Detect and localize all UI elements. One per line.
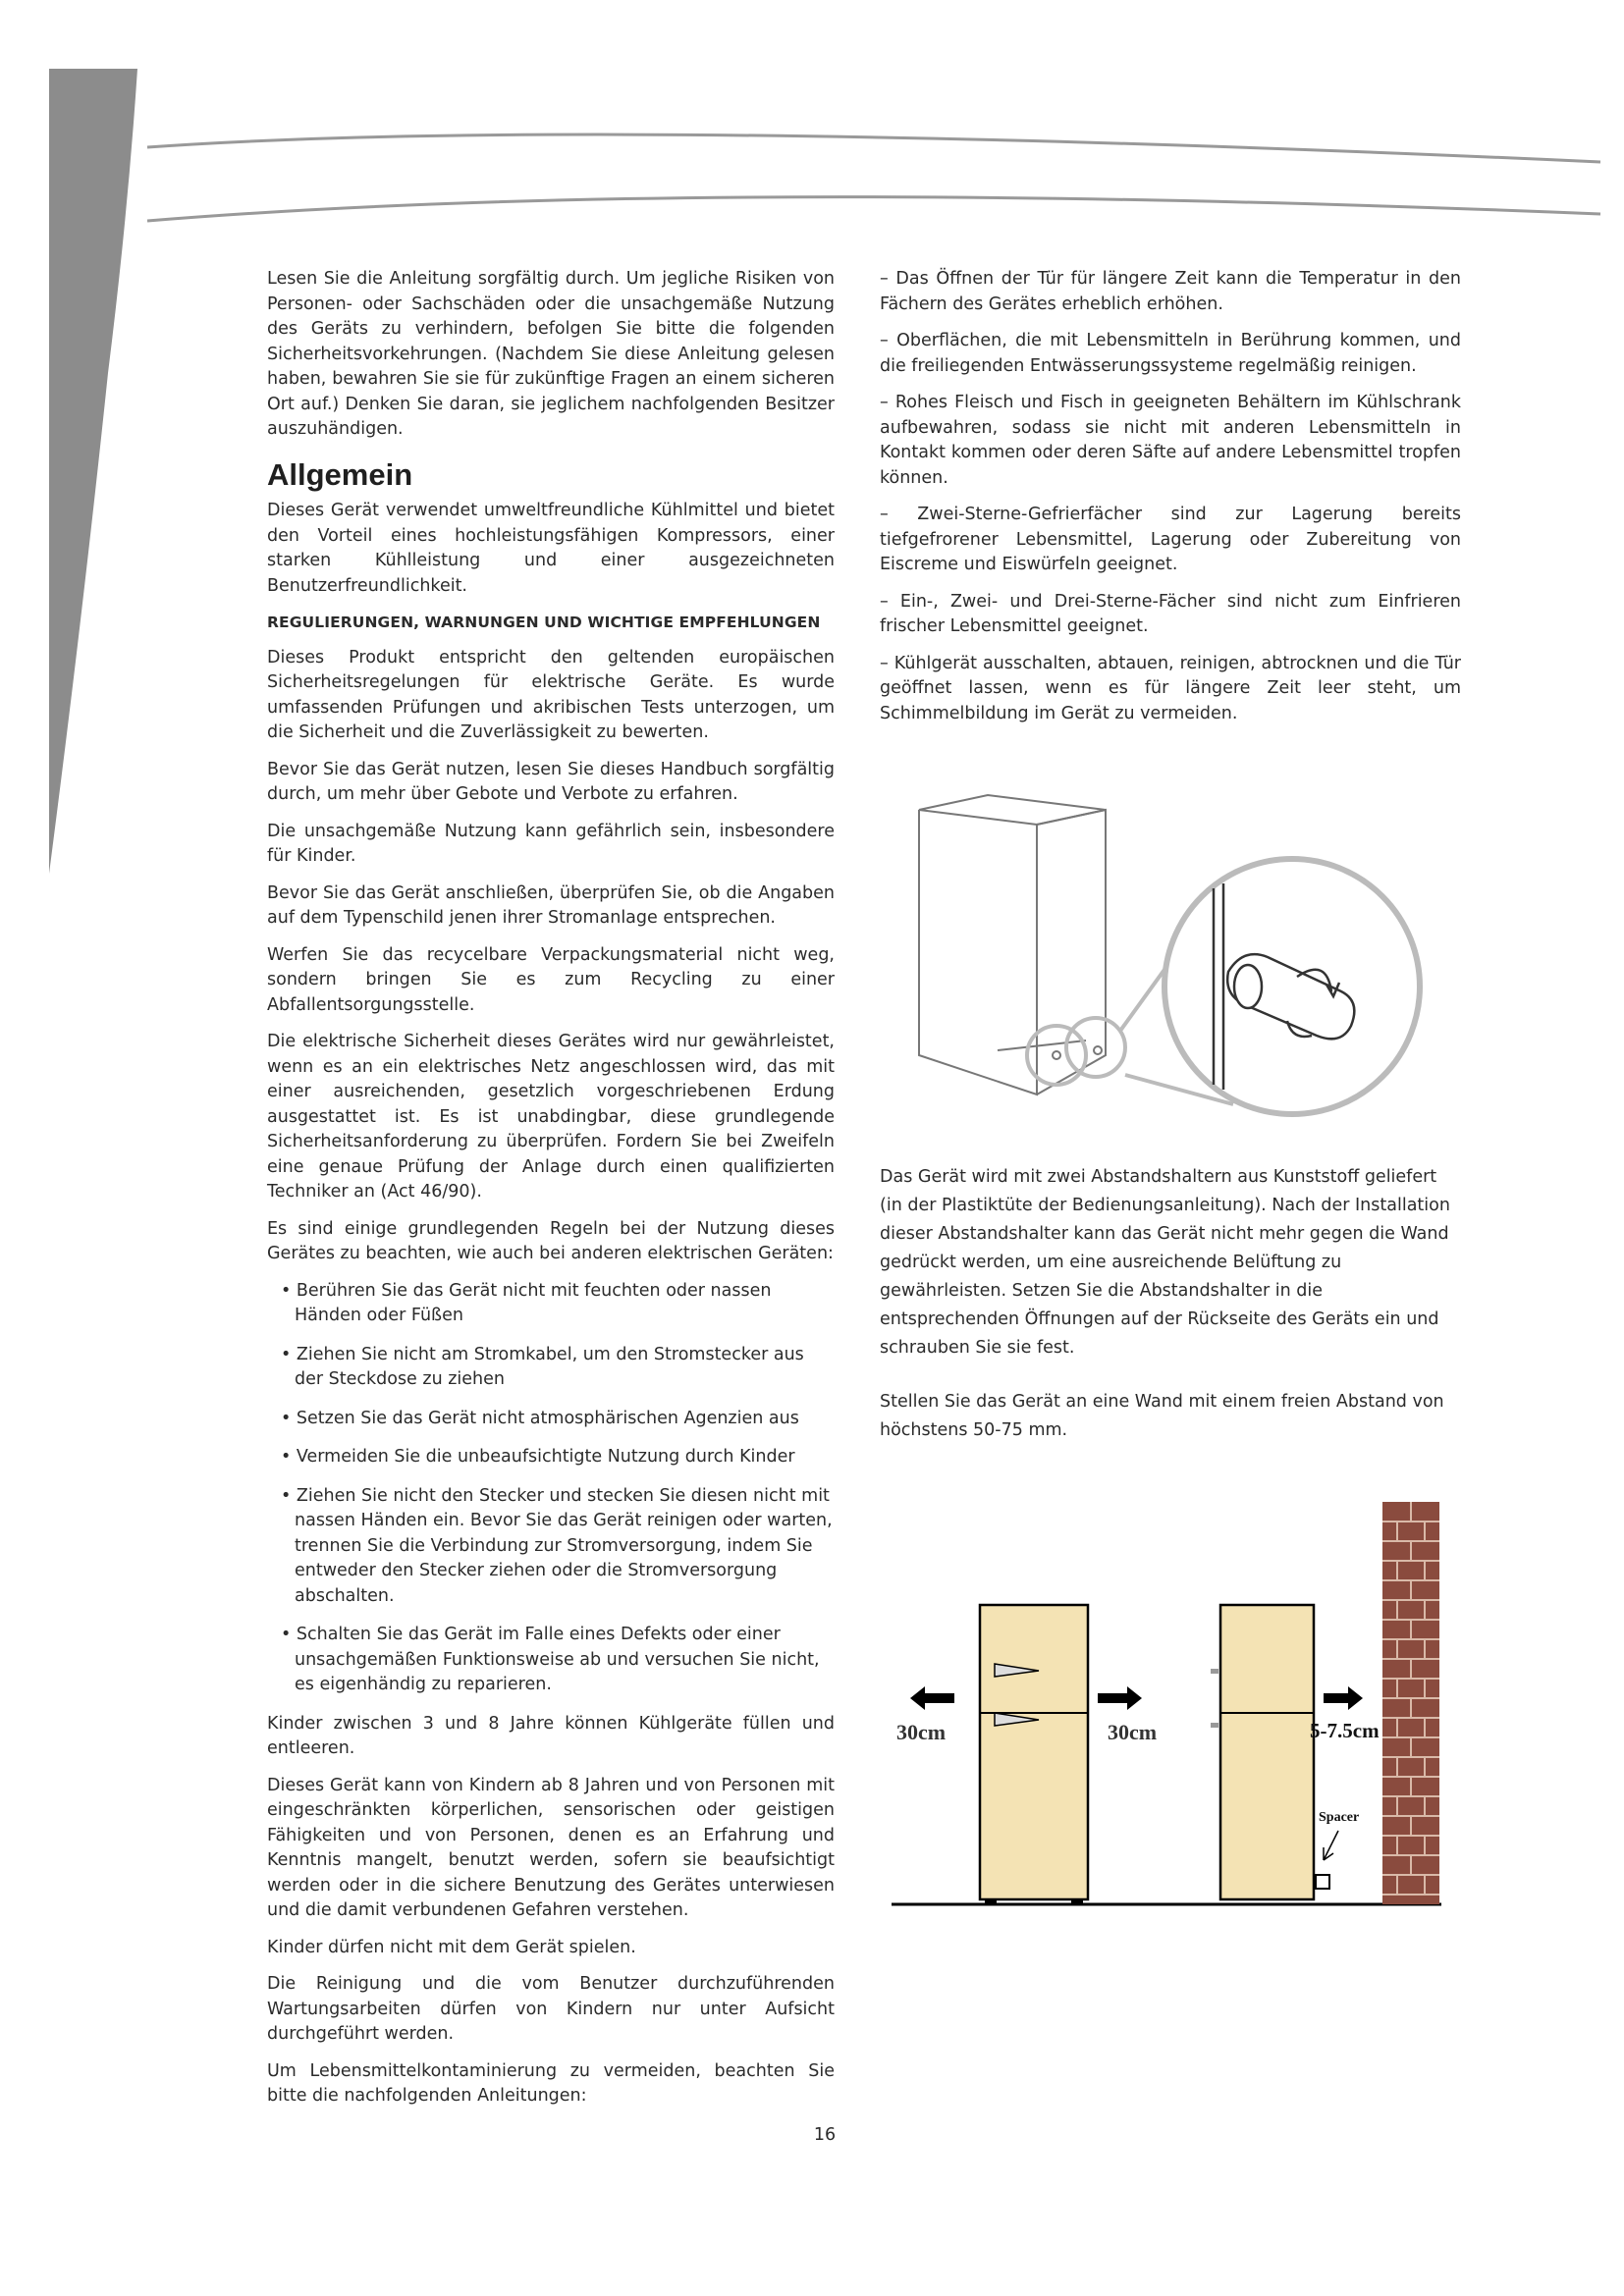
general-paragraph: Dieses Gerät verwendet umweltfreundliche Kühlmittel und bietet den Vorteil eines hochleistungsfähigen Kompressors, einer starken Kühlleistung und einer ausgezeichneten Benutzerfreundlichkeit.: [267, 501, 835, 596]
spacer-pointer-icon: [1324, 1831, 1338, 1860]
arrow-right: [1098, 1686, 1142, 1710]
swoosh-line-top: [147, 134, 1600, 162]
hygiene-item: – Das Öffnen der Tür für längere Zeit kann die Temperatur in den Fächern des Gerätes erheblich erhöhen.: [880, 269, 1461, 314]
spacer-installation-figure: [880, 790, 1449, 1124]
spacer-hole-left: [1053, 1051, 1060, 1059]
fridge-side: [919, 810, 1037, 1095]
spacer-block: [1316, 1875, 1329, 1889]
section-heading: Allgemein: [267, 456, 413, 492]
spacer-head: [1234, 965, 1262, 1008]
hygiene-item: – Kühlgerät ausschalten, abtauen, reinigen, abtrocknen und die Tür geöffnet lassen, wenn es für längere Zeit leer steht, um Schimmelbildung im Gerät zu vermeiden.: [880, 653, 1461, 723]
list-item: • Ziehen Sie nicht den Stecker und stecken Sie diesen nicht mit nassen Händen ein. Bevor Sie das Gerät reinigen oder warten, trennen Sie die Verbindung zur Stromversorgung, indem Sie entweder den Stecker ziehen oder die Stromversorgung abschalten.: [267, 1484, 835, 1610]
spacer-text-block: [880, 1163, 1454, 1457]
intro-paragraph: Lesen Sie die Anleitung sorgfältig durch. Um jegliche Risiken von Personen- oder Sachschäden oder die unsachgemäße Nutzung des Geräts zu verhindern, befolgen Sie bitte die folgenden Sicherheitsvorkehrungen. (Nachdem Sie diese Anleitung gelesen haben, bewahren Sie sie für zukünftige Fragen an einem sicheren Ort auf.) Denken Sie daran, sie jeglichem nachfolgenden Besitzer auszuhändigen.: [267, 269, 835, 439]
wall-paragraph: Stellen Sie das Gerät an eine Wand mit einem freien Abstand von höchstens 50-75 mm.: [880, 1392, 1444, 1440]
list-item: • Berühren Sie das Gerät nicht mit feuchten oder nassen Händen oder Füßen: [267, 1279, 835, 1329]
brick-wall: [1382, 1502, 1439, 1904]
arrow-to-wall: [1324, 1686, 1363, 1710]
right-column: [880, 267, 1461, 738]
hygiene-item: – Zwei-Sterne-Gefrierfächer sind zur Lagerung bereits tiefgefrorener Lebensmittel, Lagerung oder Zubereitung von Eiscreme und Eiswürfeln geeignet.: [880, 505, 1461, 574]
hygiene-item: – Oberflächen, die mit Lebensmitteln in Berührung kommen, und die freiliegenden Entwässerungssysteme regelmäßig reinigen.: [880, 331, 1461, 376]
paragraph: Bevor Sie das Gerät nutzen, lesen Sie dieses Handbuch sorgfältig durch, um mehr über Gebote und Verbote zu erfahren.: [267, 759, 835, 804]
swoosh-line-bottom: [147, 197, 1600, 221]
paragraph: Die Reinigung und die vom Benutzer durchzuführenden Wartungsarbeiten dürfen von Kindern nur unter Aufsicht durchgeführt werden.: [267, 1974, 835, 2044]
left-column: [267, 267, 835, 2121]
label-30cm-left: 30cm: [896, 1720, 947, 1744]
paragraph: Es sind einige grundlegenden Regeln bei der Nutzung dieses Gerätes zu beachten, wie auch bei anderen elektrischen Geräten:: [267, 1218, 835, 1263]
arrow-left: [910, 1686, 954, 1710]
page-number: 16: [813, 2125, 837, 2145]
paragraph: Kinder dürfen nicht mit dem Gerät spielen.: [267, 1937, 636, 1957]
spacer-paragraph: Das Gerät wird mit zwei Abstandshaltern aus Kunststoff geliefert (in der Plastiktüte der Bedienungsanleitung). Nach der Installation dieser Abstandshalter kann das Gerät nicht mehr gegen die Wand gedrückt werden, um eine ausreichende Belüftung zu gewährleisten. Setzen Sie die Abstandshalter in die entsprechenden Öffnungen auf der Rückseite des Geräts ein und schrauben Sie sie fest.: [880, 1167, 1450, 1358]
rules-list: [267, 1279, 835, 1698]
list-item: • Schalten Sie das Gerät im Falle eines Defekts oder einer unsachgemäßen Funktionsweise ab und versuchen Sie nicht, es eigenhändig zu reparieren.: [267, 1623, 835, 1698]
paragraph: Die unsachgemäße Nutzung kann gefährlich sein, insbesondere für Kinder.: [267, 821, 835, 866]
label-spacer: Spacer: [1319, 1810, 1360, 1825]
hygiene-item: – Ein-, Zwei- und Drei-Sterne-Fächer sind nicht zum Einfrieren frischer Lebensmittel geeignet.: [880, 591, 1461, 636]
fridge-side-view: [1211, 1605, 1329, 1899]
list-item: • Setzen Sie das Gerät nicht atmosphärischen Agenzien aus: [267, 1407, 835, 1432]
hygiene-item: – Rohes Fleisch und Fisch in geeigneten Behältern im Kühlschrank aufbewahren, sodass sie nicht mit anderen Lebensmitteln in Kontakt kommen oder deren Säfte auf andere Lebensmittel tropfen können.: [880, 393, 1461, 488]
paragraph: Kinder zwischen 3 und 8 Jahre können Kühlgeräte füllen und entleeren.: [267, 1713, 835, 1758]
paragraph: Dieses Produkt entspricht den geltenden europäischen Sicherheitsregelungen für elektrische Geräte. Es wurde umfassenden Prüfungen und akribischen Tests unterzogen, um die Sicherheit und die Zuverlässigkeit zu bewerten.: [267, 647, 835, 742]
subheading: REGULIERUNGEN, WARNUNGEN UND WICHTIGE EMPFEHLUNGEN: [267, 614, 821, 631]
paragraph: Um Lebensmittelkontaminierung zu vermeiden, beachten Sie bitte die nachfolgenden Anleitungen:: [267, 2060, 835, 2106]
paragraph: Die elektrische Sicherheit dieses Gerätes wird nur gewährleistet, wenn es an ein elektrisches Netz angeschlossen wird, das mit einer ausreichenden, gesetzlich vorgeschriebenen Erdung ausgestattet ist. Es ist unabdingbar, diese grundlegende Sicherheitsanforderung zu überprüfen. Fordern Sie bei Zweifeln eine genaue Prüfung der Anlage durch einen qualifizierten Techniker an (Act 46/90).: [267, 1032, 835, 1201]
fridge-front-view: [980, 1605, 1088, 1904]
clearance-figure: [892, 1502, 1451, 1934]
paragraph: Werfen Sie das recycelbare Verpackungsmaterial nicht weg, sondern bringen Sie es zum Recycling zu einer Abfallentsorgungsstelle.: [267, 944, 835, 1015]
paragraph: Bevor Sie das Gerät anschließen, überprüfen Sie, ob die Angaben auf dem Typenschild jenen ihrer Stromanlage entsprechen.: [267, 882, 835, 928]
spacer-hole-right: [1094, 1046, 1102, 1054]
list-item: • Ziehen Sie nicht am Stromkabel, um den Stromstecker aus der Steckdose zu ziehen: [267, 1343, 835, 1393]
label-30cm-right: 30cm: [1108, 1720, 1158, 1744]
corner-swoosh: [49, 69, 137, 874]
fridge-top: [919, 795, 1106, 825]
label-wall-distance: 5-7.5cm: [1310, 1719, 1380, 1742]
fridge-back: [1037, 810, 1106, 1095]
paragraph: Dieses Gerät kann von Kindern ab 8 Jahren und von Personen mit eingeschränkten körperlichen, sensorischen oder geistigen Fähigkeiten und von Personen, denen es an Erfahrung und Kenntnis mangelt, benutzt werden, sofern sie beaufsichtigt werden oder in die sichere Benutzung des Gerätes unterwiesen und die damit verbundenen Gefahren verstehen.: [267, 1775, 835, 1920]
list-item: • Vermeiden Sie die unbeaufsichtigte Nutzung durch Kinder: [267, 1445, 835, 1470]
